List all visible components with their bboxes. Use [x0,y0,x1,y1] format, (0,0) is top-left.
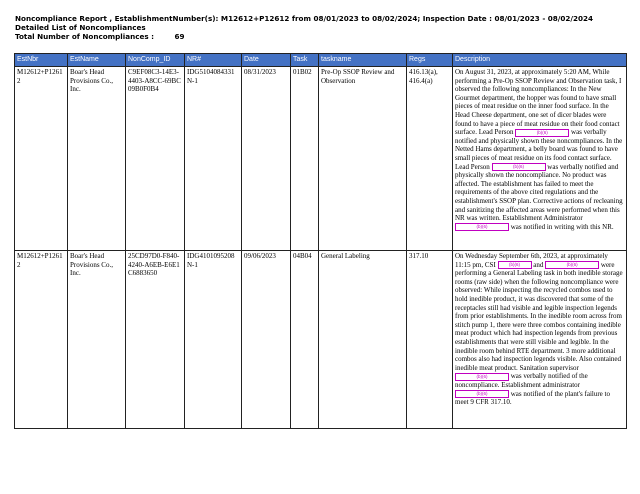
column-header-task: Task [291,54,319,67]
redaction-box: (b)(6) [455,373,509,381]
noncompliance-table [14,53,627,429]
column-header-taskname: taskname [319,54,407,67]
redaction-box: (b)(6) [545,261,599,269]
report-subtitle: Detailed List of Noncompliances [15,23,146,32]
cell-nr: IDG5104084331N-1 [185,67,242,251]
total-count-line [15,32,185,41]
column-header-nr: NR# [185,54,242,67]
cell-description [453,251,627,429]
description-text: was verbally notified of the noncompliance. Establishment administrator [455,372,588,389]
cell-date: 08/31/2023 [242,67,291,251]
total-label: Total Number of Noncompliances : [15,32,154,41]
report-title: Noncompliance Report , EstablishmentNumber(s): M12612+P12612 from 08/01/2023 to 08/02/2024; Inspection Date : 08/01/2023 - 08/02/2024 [15,14,594,23]
cell-estnbr: M12612+P12612 [15,67,68,251]
description-text: On Wednesday September 6th, 2023, at approximately 11:15 pm, CSI [455,252,608,269]
cell-task: 04B04 [291,251,319,429]
table-header-row [15,54,627,67]
total-value: 69 [174,32,185,41]
cell-estname: Boar's Head Provisions Co., Inc. [68,67,126,251]
redaction-box: (b)(6) [515,129,569,137]
column-header-date: Date [242,54,291,67]
cell-date: 09/06/2023 [242,251,291,429]
cell-description [453,67,627,251]
column-header-estnbr: EstNbr [15,54,68,67]
cell-noncomp-id: 25CD97D0-F840-4240-A6EB-E6E1C6883650 [126,251,185,429]
column-header-regs: Regs [407,54,453,67]
description-text: were performing a General Labeling task in both inedible storage rooms (raw side) when the following noncompliance were observed: While inspecting the recycled combos used to hold inedible product, it was discovered that some of the receptacles still had visible and legible inspection legends from prior establishments. In the inedible room across from stitch pump 1, there were three combos containing inedible meat product which had inspection legends from previous establishments that were still visible and legible. In the inedible room behind RTE department. 3 more additional combos also had inspection legends visible. Also contained inedible meat product. Sanitation supervisor [455,260,623,372]
column-header-estname: EstName [68,54,126,67]
cell-regs: 317.10 [407,251,453,429]
description-text: was notified of the plant's failure to meet 9 CFR 317.10. [455,389,610,407]
cell-noncomp-id: C9EF08C3-14E3-4403-A8CC-69BC09B0F0B4 [126,67,185,251]
cell-estnbr: M12612+P12612 [15,251,68,429]
cell-taskname: General Labeling [319,251,407,429]
column-header-noncomp-id: NonComp_ID [126,54,185,67]
description-text: was verbally notified and physically shown the noncompliance. No product was affected. The establishment has failed to meet the requirements of the above cited regulations and the establishment's SSOP plan. Corrective actions of recleaning and sanitizing the affected areas were performed when this NR was written. Establishment Administrator [455,162,623,223]
cell-regs: 416.13(a), 416.4(a) [407,67,453,251]
cell-task: 01B02 [291,67,319,251]
cell-taskname: Pre-Op SSOP Review and Observation [319,67,407,251]
redaction-box: (b)(6) [455,223,509,231]
description-text: was verbally notified and physically shown these noncompliances. In the Netted Hams department, a belly board was found to have small pieces of meat residue on its food contact surface. Lead Person [455,128,623,171]
cell-nr: IDG4101095208N-1 [185,251,242,429]
table-row [15,251,627,429]
redaction-box: (b)(6) [455,390,509,398]
description-text: was notified in writing with this NR. [510,222,614,231]
table-row [15,67,627,251]
description-text: On August 31, 2023, at approximately 5:20 AM, While performing a Pre-Op SSOP Review and Observation task, I observed the following noncompliances: In the New Gourmet department, the hopper was found to have small pieces of meat residue on the inner food surface. In the Head Cheese department, one set of dicer blades were found to have a piece of meat residue on their food contact surface. Lead Person [455,68,622,137]
cell-estname: Boar's Head Provisions Co., Inc. [68,251,126,429]
redaction-box: (b)(6) [498,261,532,269]
description-text: and [533,260,544,269]
column-header-description: Description [453,54,627,67]
redaction-box: (b)(6) [492,163,546,171]
